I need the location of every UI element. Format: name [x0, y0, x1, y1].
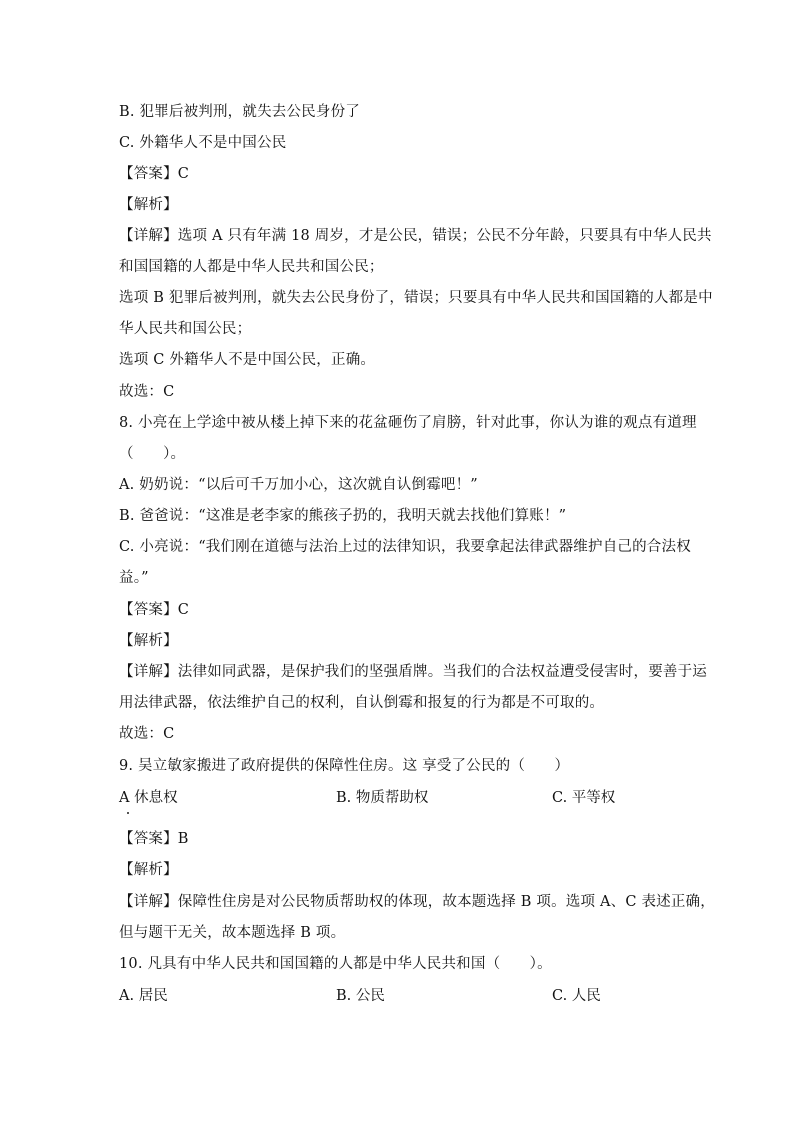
q9-detail-line-2: 但与题干无关，故本题选择 B 项。 — [119, 925, 346, 941]
q7-detail-line-3: 选项 B 犯罪后被判刑，就失去公民身份了，错误；只要具有中华人民共和国国籍的人都是中 — [119, 290, 713, 306]
q9-option-a: A 休息权 — [119, 790, 178, 806]
q9-option-c: C. 平等权 — [552, 790, 616, 806]
q10-option-a: A. 居民 — [119, 988, 168, 1004]
q8-option-c-line-1: C. 小亮说：“我们刚在道德与法治上过的法律知识，我要拿起法律武器维护自己的合法权 — [119, 539, 691, 555]
q8-answer: 【答案】C — [119, 602, 190, 618]
q9-option-b: B. 物质帮助权 — [336, 790, 429, 806]
q8-detail-line-1: 【详解】法律如同武器，是保护我们的坚强盾牌。当我们的合法权益遭受侵害时，要善于运 — [119, 664, 707, 680]
q7-option-c: C. 外籍华人不是中国公民 — [119, 135, 287, 151]
q10-option-c: C. 人民 — [552, 988, 601, 1004]
q7-detail-line-1: 【详解】选项 A 只有年满 18 周岁，才是公民，错误；公民不分年龄，只要具有中华人民共 — [119, 228, 712, 244]
q9-detail-line-1: 【详解】保障性住房是对公民物质帮助权的体现，故本题选择 B 项。选项 A、C 表述正确， — [119, 894, 715, 910]
q7-detail-line-5: 选项 C 外籍华人不是中国公民，正确。 — [119, 352, 376, 368]
q8-option-b: B. 爸爸说：“这准是老李家的熊孩子扔的，我明天就去找他们算账！” — [119, 508, 567, 524]
q7-option-b: B. 犯罪后被判刑，就失去公民身份了 — [119, 104, 360, 120]
q9-answer: 【答案】B — [119, 831, 189, 847]
q8-option-c-line-2: 益。” — [119, 570, 149, 586]
q7-answer: 【答案】C — [119, 166, 190, 182]
q10-option-b: B. 公民 — [336, 988, 385, 1004]
q10-question: 10. 凡具有中华人民共和国国籍的人都是中华人民共和国（ ）。 — [119, 956, 552, 972]
q7-conclusion: 故选：C — [119, 384, 175, 400]
stray-mark — [127, 812, 129, 814]
q7-detail-line-4: 华人民共和国公民； — [119, 321, 252, 337]
q9-analysis-heading: 【解析】 — [119, 862, 178, 878]
q8-conclusion: 故选：C — [119, 726, 175, 742]
q9-question: 9. 吴立敏家搬进了政府提供的保障性住房。这 享受了公民的（ ） — [119, 758, 570, 774]
q8-question-line-2: （ ）。 — [119, 446, 186, 462]
q8-question-line-1: 8. 小亮在上学途中被从楼上掉下来的花盆砸伤了肩膀，针对此事，你认为谁的观点有道理 — [119, 415, 697, 431]
q8-analysis-heading: 【解析】 — [119, 633, 178, 649]
q8-option-a: A. 奶奶说：“以后可千万加小心，这次就自认倒霉吧！” — [119, 477, 478, 493]
q8-detail-line-2: 用法律武器，依法维护自己的权利，自认倒霉和报复的行为都是不可取的。 — [119, 695, 605, 711]
q7-detail-line-2: 和国国籍的人都是中华人民共和国公民； — [119, 259, 384, 275]
q7-analysis-heading: 【解析】 — [119, 197, 178, 213]
